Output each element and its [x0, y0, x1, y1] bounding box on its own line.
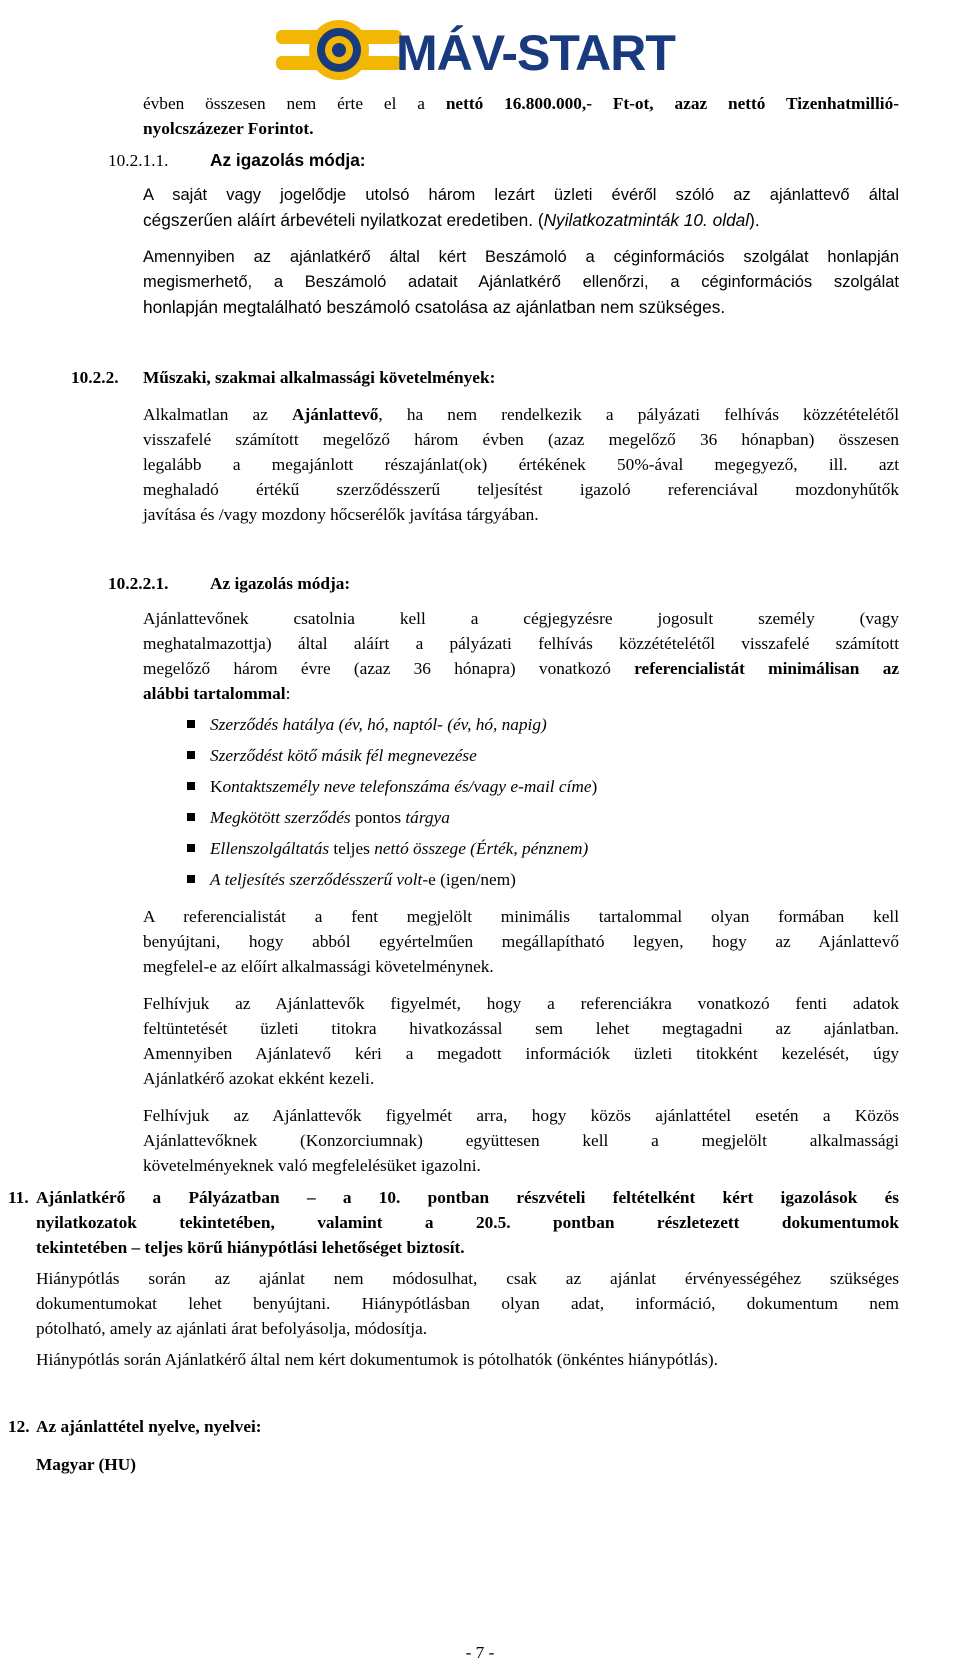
mav-start-logo	[274, 16, 674, 86]
section-title: nyilatkozatok tekintetében, valamint a 20.5. pontban részletezett dokumentumok	[36, 1213, 899, 1232]
paragraph-line: megfelel-e az előírt alkalmassági követelménynek.	[143, 957, 494, 976]
paragraph-line: Ajánlatkérő azokat ekként kezeli.	[143, 1069, 375, 1088]
section-title: Az igazolás módja:	[210, 150, 366, 170]
paragraph-line: A saját vagy jogelődje utolsó három lezárt üzleti évéről szóló az ajánlattevő által	[143, 186, 899, 204]
section-title: tekintetében – teljes körű hiánypótlási lehetőséget biztosít.	[36, 1238, 465, 1257]
paragraph-line: Hiánypótlás során Ajánlatkérő által nem kért dokumentumok is pótolhatók (önkéntes hiánypótlás).	[36, 1350, 718, 1369]
paragraph-line: Amennyiben az ajánlatkérő által kért Beszámoló a céginformációs szolgálat honlapján	[143, 248, 899, 266]
list-item: Kontaktszemély neve telefonszáma és/vagy e-mail címe)	[210, 777, 598, 796]
paragraph-line: megismerhető, a Beszámoló adatait Ajánlatkérő ellenőrzi, a céginformációs szolgálat	[143, 273, 899, 291]
bullet-icon	[187, 813, 195, 821]
bullet-icon	[187, 844, 195, 852]
paragraph-line: alábbi tartalommal:	[143, 684, 291, 703]
paragraph-line: meghaladó értékű szerződésszerű teljesítést igazoló referenciával mozdonyhűtők	[143, 480, 899, 499]
paragraph-line: A referencialistát a fent megjelölt minimális tartalommal olyan formában kell	[143, 907, 899, 926]
paragraph-line: Ajánlattevőknek (Konzorciumnak) együttesen kell a megjelölt alkalmassági	[143, 1131, 899, 1150]
section-title: Az ajánlattétel nyelve, nyelvei:	[36, 1417, 262, 1436]
paragraph-line: évben összesen nem érte el a nettó 16.800.000,- Ft-ot, azaz nettó Tizenhatmillió-	[143, 94, 899, 113]
section-number: 10.2.1.1.	[108, 151, 169, 170]
paragraph-line: feltüntetését üzleti titokra hivatkozással sem lehet megtagadni az ajánlatban.	[143, 1019, 899, 1038]
list-item: A teljesítés szerződésszerű volt-e (igen/nem)	[210, 870, 516, 889]
section-number: 11.	[8, 1188, 29, 1207]
paragraph-line: javítása és /vagy mozdony hőcserélők javítása tárgyában.	[143, 505, 539, 524]
paragraph-line: megelőző három évre (azaz 36 hónapra) vonatkozó referencialistát minimálisan az	[143, 659, 899, 678]
logo-wordmark: MÁV-START	[396, 25, 675, 81]
list-item: Megkötött szerződés pontos tárgya	[210, 808, 450, 827]
language-value: Magyar (HU)	[36, 1455, 136, 1474]
list-item: Szerződés hatálya (év, hó, naptól- (év, hó, napig)	[210, 715, 547, 734]
paragraph-line: Alkalmatlan az Ajánlattevő, ha nem rendelkezik a pályázati felhívás közzétételétől	[143, 405, 900, 424]
paragraph-line: honlapján megtalálható beszámoló csatolása az ajánlatban nem szükséges.	[143, 297, 726, 317]
paragraph-line: Amennyiben Ajánlatevő kéri a megadott információk üzleti titokként kezelését, úgy	[143, 1044, 899, 1063]
logo-emblem-icon	[274, 16, 404, 86]
paragraph-line: Ajánlattevőnek csatolnia kell a cégjegyzésre jogosult személy (vagy	[143, 609, 899, 628]
paragraph-line: nyolcszázezer Forintot.	[143, 119, 314, 138]
paragraph-line: meghatalmazottja) által aláírt a pályázati felhívás közzétételétől visszafelé számított	[143, 634, 899, 653]
bullet-icon	[187, 720, 195, 728]
section-number: 10.2.2.1.	[108, 574, 169, 593]
paragraph-line: Felhívjuk az Ajánlattevők figyelmét arra, hogy közös ajánlattétel esetén a Közös	[143, 1106, 899, 1125]
paragraph-line: visszafelé számított megelőző három évben (azaz megelőző 36 hónapban) összesen	[143, 430, 899, 449]
paragraph-line: Felhívjuk az Ajánlattevők figyelmét, hogy a referenciákra vonatkozó fenti adatok	[143, 994, 899, 1013]
bullet-icon	[187, 751, 195, 759]
list-item: Ellenszolgáltatás teljes nettó összege (Érték, pénznem)	[210, 839, 589, 858]
paragraph-line: követelményeknek való megfelelésüket igazolni.	[143, 1156, 481, 1175]
section-title: Ajánlatkérő a Pályázatban – a 10. pontban részvételi feltételként kért igazolások és	[36, 1188, 899, 1207]
section-number: 10.2.2.	[71, 368, 119, 387]
section-title: Műszaki, szakmai alkalmassági követelmények:	[143, 368, 496, 387]
paragraph-line: legalább a megajánlott részajánlat(ok) értékének 50%-ával megegyező, ill. azt	[143, 455, 899, 474]
paragraph-line: dokumentumokat lehet benyújtani. Hiánypótlásban olyan adat, információ, dokumentum nem	[36, 1294, 899, 1313]
paragraph-line: cégszerűen aláírt árbevételi nyilatkozat eredetiben. (Nyilatkozatminták 10. oldal).	[143, 210, 760, 230]
paragraph-line: Hiánypótlás során az ajánlat nem módosulhat, csak az ajánlat érvényességéhez szükséges	[36, 1269, 899, 1288]
paragraph-line: benyújtani, hogy abból egyértelműen megállapítható legyen, hogy az Ajánlattevő	[143, 932, 899, 951]
section-title: Az igazolás módja:	[210, 574, 351, 593]
list-item: Szerződést kötő másik fél megnevezése	[210, 746, 477, 765]
bullet-icon	[187, 782, 195, 790]
bullet-icon	[187, 875, 195, 883]
section-number: 12.	[8, 1417, 30, 1436]
paragraph-line: pótolható, amely az ajánlati árat befolyásolja, módosítja.	[36, 1319, 428, 1338]
page-number: - 7 -	[465, 1643, 495, 1662]
